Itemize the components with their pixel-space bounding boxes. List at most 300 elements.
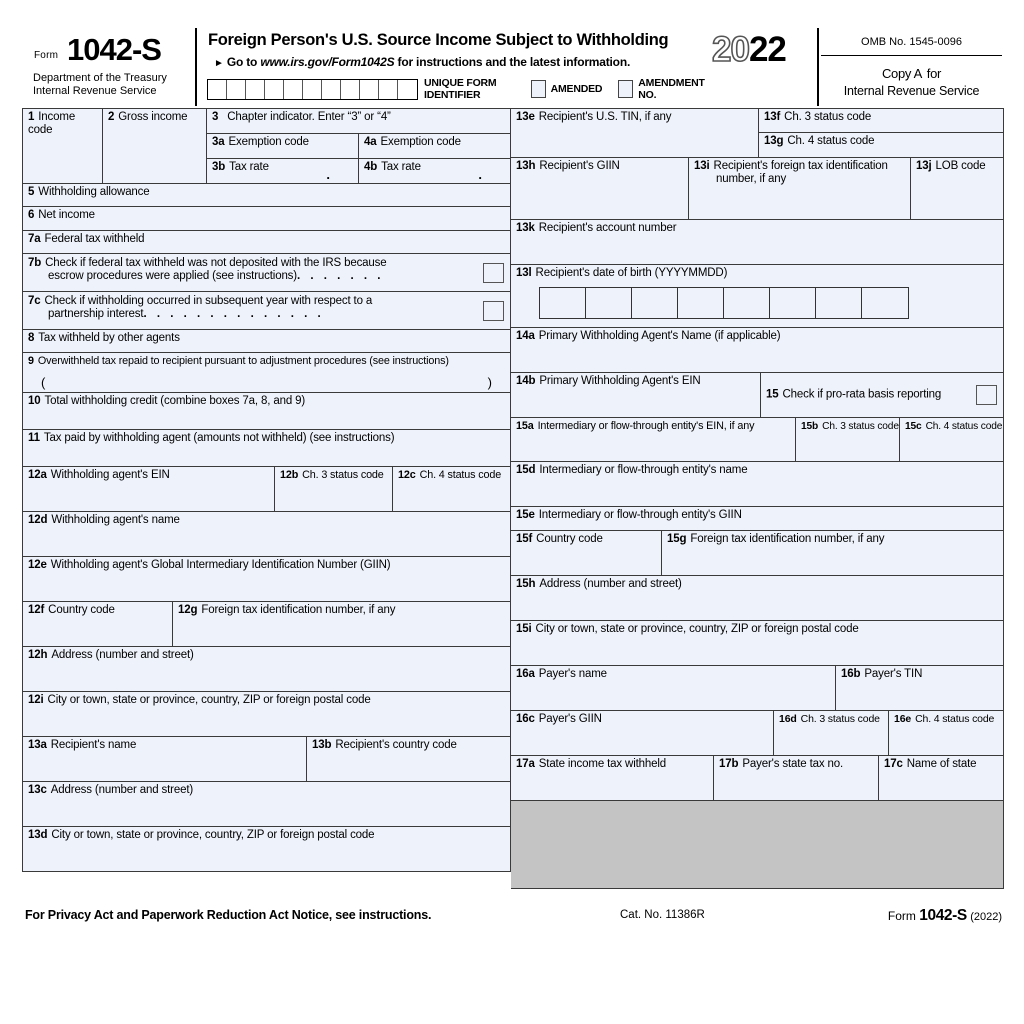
field-7b-number: 7b (28, 257, 42, 269)
field-12c-text: Ch. 4 status code (419, 469, 502, 481)
field-15f-country-code[interactable] (511, 531, 662, 576)
field-15b-ch3-status[interactable] (796, 418, 900, 462)
field-15-label (761, 389, 941, 402)
field-12i-label (23, 692, 510, 707)
field-15a-number: 15a (516, 420, 534, 432)
field-12e-agent-giin[interactable] (22, 557, 511, 602)
field-13k-recipient-account-number[interactable] (511, 220, 1004, 265)
field-13j-label (911, 158, 1003, 173)
field-16b-number: 16b (841, 668, 861, 680)
field-13b-text: Recipient's country code (335, 739, 457, 751)
unique-form-identifier-cell[interactable] (360, 80, 379, 99)
field-12e-text: Withholding agent's Global Intermediary Identification Number (GIIN) (50, 559, 391, 571)
field-6-text: Net income (38, 209, 95, 221)
field-13d-label (23, 827, 510, 842)
field-17c-label (879, 756, 1003, 771)
footer-form-identity (888, 907, 1002, 925)
field-12c-ch4-status[interactable] (393, 467, 511, 512)
field-13g-number: 13g (764, 135, 784, 147)
field-13e-text: Recipient's U.S. TIN, if any (538, 111, 672, 123)
footer-form-word: Form (887, 909, 916, 923)
field-12g-text: Foreign tax identification number, if any (201, 604, 396, 616)
field-15g-label (662, 531, 1003, 546)
row-15a-15c (511, 418, 1004, 462)
field-15h-address[interactable] (511, 576, 1004, 621)
unique-form-identifier-cell[interactable] (303, 80, 322, 99)
field-13h-recipient-giin[interactable] (511, 158, 689, 220)
form-1042s (22, 28, 1004, 934)
unique-form-identifier-cell[interactable] (265, 80, 284, 99)
field-9-number: 9 (28, 355, 34, 367)
unique-form-identifier-cell[interactable] (246, 80, 265, 99)
header-omb-block (819, 28, 1004, 106)
field-17b-text: Payer's state tax no. (742, 758, 844, 770)
field-15d-label (511, 462, 1003, 477)
field-14a-number: 14a (516, 330, 535, 342)
department-block (33, 72, 167, 98)
field-12d-agent-name[interactable] (22, 512, 511, 557)
field-13h-number: 13h (516, 160, 536, 172)
field-16b-label (836, 666, 1003, 681)
field-7b-text-line1: Check if federal tax withheld was not deposited with the IRS because (45, 257, 387, 269)
field-16e-number: 16e (894, 713, 912, 725)
goto-prefix: Go to (226, 55, 258, 69)
field-12i-text: City or town, state or province, country, ZIP or foreign postal code (47, 694, 371, 706)
field-6-net-income[interactable] (22, 207, 511, 231)
recipient-dob-cell[interactable] (862, 288, 908, 318)
field-13a-label (23, 737, 306, 752)
field-12b-ch3-status[interactable] (275, 467, 393, 512)
field-17c-text: Name of state (906, 758, 977, 770)
row-13h-13j (511, 158, 1004, 220)
recipient-dob-input[interactable] (539, 287, 909, 319)
field-13f-label (759, 109, 1003, 124)
unique-form-identifier-cell[interactable] (379, 80, 398, 99)
field-7c-checkbox[interactable] (483, 301, 504, 321)
shaded-reserved-block (511, 801, 1004, 889)
field-12e-number: 12e (28, 559, 47, 571)
copy-letter: Copy A (881, 66, 923, 81)
field-15a-intermediary-ein[interactable] (511, 418, 796, 462)
field-9-label (23, 353, 510, 368)
row-15f-15g (511, 531, 1004, 576)
field-5-number: 5 (28, 186, 35, 198)
field-15g-text: Foreign tax identification number, if any (690, 533, 885, 545)
field-13i-text-line2: number, if any (716, 173, 787, 185)
field-12c-number: 12c (398, 469, 416, 481)
field-16b-payer-tin[interactable] (836, 666, 1004, 711)
field-12g-label (173, 602, 510, 617)
unique-form-identifier-cell[interactable] (398, 80, 417, 99)
department-line-1: Department of the Treasury (33, 72, 167, 84)
recipient-dob-cell[interactable] (678, 288, 724, 318)
unique-form-identifier-cell[interactable] (227, 80, 246, 99)
field-14b-text: Primary Withholding Agent's EIN (539, 375, 701, 387)
field-15h-label (511, 576, 1003, 591)
field-15g-foreign-tin[interactable] (662, 531, 1004, 576)
copy-recipient: Internal Revenue Service (843, 84, 980, 98)
tax-year-century: 20 (712, 30, 749, 69)
field-4a-number: 4a (364, 136, 377, 148)
field-3-text: Chapter indicator. Enter “3” or “4” (227, 111, 391, 123)
recipient-dob-cell[interactable] (540, 288, 586, 318)
field-14b-label (511, 373, 760, 388)
field-17a-label (511, 756, 713, 771)
field-12f-label (23, 602, 172, 617)
field-12c-label (393, 467, 510, 482)
recipient-dob-cell[interactable] (632, 288, 678, 318)
field-13a-text: Recipient's name (50, 739, 137, 751)
field-15e-intermediary-giin[interactable] (511, 507, 1004, 531)
field-11-number: 11 (28, 432, 40, 444)
field-3b-decimal-point: . (326, 167, 330, 182)
field-16c-number: 16c (516, 713, 535, 725)
field-13l-recipient-dob[interactable] (511, 265, 1004, 328)
field-12a-text: Withholding agent's EIN (50, 469, 170, 481)
amended-checkbox[interactable] (531, 80, 546, 98)
field-12b-text: Ch. 3 status code (302, 469, 384, 481)
field-17a-state-income-tax-withheld[interactable] (511, 756, 714, 801)
tax-year (707, 28, 817, 70)
copy-for-word: for (926, 66, 942, 81)
field-13g-text: Ch. 4 status code (787, 135, 875, 147)
unique-form-identifier-row (197, 76, 705, 102)
field-13h-text: Recipient's GIIN (539, 160, 620, 172)
field-15c-label (900, 418, 1003, 433)
field-15-number: 15 (766, 388, 779, 401)
field-13f-ch3-status[interactable] (759, 108, 1004, 133)
field-15h-number: 15h (516, 578, 536, 590)
field-9-text: Overwithheld tax repaid to recipient pursuant to adjustment procedures (see instructions) (37, 355, 449, 367)
field-15b-label (796, 418, 899, 433)
field-13c-label (23, 782, 510, 797)
field-3b-label (207, 159, 358, 174)
field-14b-primary-agent-ein[interactable] (511, 373, 761, 418)
field-12h-address[interactable] (22, 647, 511, 692)
field-4a-label (359, 134, 510, 149)
field-15a-text: Intermediary or flow-through entity's EIN, if any (537, 420, 755, 432)
field-13c-recipient-address[interactable] (22, 782, 511, 827)
row-16c-16e (511, 711, 1004, 756)
field-16a-text: Payer's name (538, 668, 607, 680)
field-10-number: 10 (28, 395, 41, 407)
field-13g-ch4-status[interactable] (759, 133, 1004, 158)
field-17b-number: 17b (719, 758, 739, 770)
field-12a-label (23, 467, 274, 482)
field-12e-label (23, 557, 510, 572)
field-7a-number: 7a (28, 233, 41, 245)
field-9-parentheses (41, 375, 492, 390)
footer-form-number: 1042-S (919, 907, 967, 924)
field-15f-text: Country code (536, 533, 603, 545)
field-13i-number: 13i (694, 160, 710, 172)
footer-form-year: (2022) (970, 911, 1002, 923)
field-2-gross-income[interactable] (103, 108, 207, 184)
row-income-chapter (22, 108, 511, 184)
field-14a-text: Primary Withholding Agent's Name (if applicable) (538, 330, 781, 342)
field-16e-label (889, 711, 1003, 726)
field-13k-number: 13k (516, 222, 535, 234)
recipient-dob-cell[interactable] (724, 288, 770, 318)
field-12d-label (23, 512, 510, 527)
field-13e-label (511, 109, 758, 124)
field-6-number: 6 (28, 209, 35, 221)
field-5-withholding-allowance[interactable] (22, 184, 511, 207)
field-15f-number: 15f (516, 533, 533, 545)
field-13i-recipient-foreign-tin[interactable] (689, 158, 911, 220)
field-14b-number: 14b (516, 375, 536, 387)
field-13k-label (511, 220, 1003, 235)
field-16d-number: 16d (779, 713, 797, 725)
copy-label (819, 56, 1004, 83)
field-15h-text: Address (number and street) (539, 578, 682, 590)
field-4a-text: Exemption code (380, 136, 461, 148)
field-15b-text: Ch. 3 status code (822, 421, 899, 432)
field-13c-number: 13c (28, 784, 47, 796)
field-11-tax-paid-by-agent[interactable] (22, 430, 511, 467)
header-title-block (197, 28, 705, 106)
field-16e-ch4-status[interactable] (889, 711, 1004, 756)
field-12d-text: Withholding agent's name (51, 514, 180, 526)
field-12f-text: Country code (48, 604, 115, 616)
field-12a-agent-ein[interactable] (22, 467, 275, 512)
row-14b-15 (511, 373, 1004, 418)
privacy-act-notice: For Privacy Act and Paperwork Reduction Act Notice, see instructions. (25, 908, 432, 922)
field-12h-number: 12h (28, 649, 48, 661)
field-12h-text: Address (number and street) (51, 649, 194, 661)
left-column (22, 108, 511, 872)
field-2-text: Gross income (118, 111, 188, 123)
field-10-total-withholding-credit[interactable] (22, 393, 511, 430)
unique-form-identifier-cell[interactable] (284, 80, 303, 99)
recipient-dob-cell[interactable] (770, 288, 816, 318)
field-12g-number: 12g (178, 604, 198, 616)
field-16b-text: Payer's TIN (864, 668, 923, 680)
field-6-label (23, 207, 510, 222)
field-7b-leader-dots: . . . . . . . (296, 270, 385, 282)
field-7c-subsequent-year-check[interactable] (22, 292, 511, 330)
field-3a-exemption-code[interactable] (207, 134, 359, 159)
field-15i-number: 15i (516, 623, 532, 635)
row-13e-13g (511, 108, 1004, 158)
unique-form-identifier-input[interactable] (207, 79, 418, 100)
unique-form-identifier-cell[interactable] (208, 80, 227, 99)
field-13f-number: 13f (764, 111, 781, 123)
field-9-paren-close: ) (487, 375, 492, 390)
field-3-label (207, 109, 510, 124)
field-13k-text: Recipient's account number (538, 222, 677, 234)
field-15c-ch4-status[interactable] (900, 418, 1004, 462)
field-4b-decimal-point: . (478, 167, 482, 182)
field-16e-text: Ch. 4 status code (915, 713, 995, 725)
field-13i-text-line1: Recipient's foreign tax identification (713, 160, 888, 172)
field-13i-label (689, 158, 906, 186)
row-13a-13b (22, 737, 511, 782)
field-12d-number: 12d (28, 514, 48, 526)
field-12f-country-code[interactable] (22, 602, 173, 647)
field-7b-label (23, 254, 458, 283)
department-line-2: Internal Revenue Service (33, 85, 157, 97)
field-3a-number: 3a (212, 136, 225, 148)
field-17a-number: 17a (516, 758, 535, 770)
form-header (22, 28, 1004, 106)
field-7a-text: Federal tax withheld (44, 233, 145, 245)
field-3b-number: 3b (212, 161, 226, 173)
field-13l-number: 13l (516, 267, 532, 279)
field-17b-label (714, 756, 878, 771)
field-14a-label (511, 328, 1003, 343)
field-15g-number: 15g (667, 533, 687, 545)
field-8-tax-withheld-other-agents[interactable] (22, 330, 511, 353)
field-7b-text-line2: escrow procedures were applied (see instructions) (48, 270, 297, 282)
field-15i-city-state[interactable] (511, 621, 1004, 666)
field-15-pro-rata-check[interactable] (761, 373, 1004, 418)
field-13d-recipient-city-state[interactable] (22, 827, 511, 872)
field-16c-text: Payer's GIIN (538, 713, 602, 725)
field-12i-city-state[interactable] (22, 692, 511, 737)
right-column (511, 108, 1004, 889)
amended-label: AMENDED (550, 83, 603, 95)
field-13a-number: 13a (28, 739, 47, 751)
goto-suffix: for instructions and the latest information. (397, 55, 631, 69)
field-13g-label (759, 133, 1003, 148)
unique-form-identifier-cell[interactable] (341, 80, 360, 99)
field-14a-primary-agent-name[interactable] (511, 328, 1004, 373)
field-13a-recipient-name[interactable] (22, 737, 307, 782)
field-16d-ch3-status[interactable] (774, 711, 889, 756)
field-1-label (23, 109, 100, 137)
field-7c-number: 7c (28, 295, 41, 307)
right-triangle-icon: ► (214, 58, 224, 69)
goto-url[interactable]: www.irs.gov/Form1042S (260, 55, 395, 69)
field-3b-text: Tax rate (229, 161, 269, 173)
unique-form-identifier-label: UNIQUE FORM IDENTIFIER (424, 77, 497, 101)
field-13e-number: 13e (516, 111, 535, 123)
field-13j-text: LOB code (935, 160, 986, 172)
field-12f-number: 12f (28, 604, 45, 616)
field-15e-number: 15e (516, 509, 535, 521)
field-16c-payer-giin[interactable] (511, 711, 774, 756)
field-7a-label (23, 231, 510, 246)
field-16a-label (511, 666, 835, 681)
field-3a-label (207, 134, 358, 149)
field-7c-label (23, 292, 458, 321)
form-footer (22, 902, 1004, 932)
field-8-label (23, 330, 510, 345)
field-1-text: Income code (28, 111, 76, 136)
field-16a-number: 16a (516, 668, 535, 680)
field-5-text: Withholding allowance (38, 186, 150, 198)
form-title: Foreign Person's U.S. Source Income Subject to Withholding (208, 31, 669, 49)
field-15d-text: Intermediary or flow-through entity's name (539, 464, 748, 476)
field-17c-name-of-state[interactable] (879, 756, 1004, 801)
field-15d-intermediary-name[interactable] (511, 462, 1004, 507)
field-10-text: Total withholding credit (combine boxes 7a, 8, and 9) (44, 395, 306, 407)
field-15c-number: 15c (905, 421, 922, 432)
field-15-text: Check if pro-rata basis reporting (782, 388, 942, 401)
field-16d-label (774, 711, 888, 726)
field-10-label (23, 393, 510, 408)
field-15-checkbox[interactable] (976, 385, 997, 405)
field-13b-recipient-country-code[interactable] (307, 737, 511, 782)
field-8-text: Tax withheld by other agents (38, 332, 180, 344)
field-7c-leader-dots: . . . . . . . . . . . . . . (143, 308, 325, 320)
tax-year-block (707, 28, 819, 106)
field-15f-label (511, 531, 661, 546)
field-3-chapter-indicator[interactable] (207, 108, 511, 134)
field-13j-number: 13j (916, 160, 932, 172)
field-13j-lob-code[interactable] (911, 158, 1004, 220)
field-12g-foreign-tin[interactable] (173, 602, 511, 647)
field-17a-text: State income tax withheld (538, 758, 667, 770)
field-13h-label (511, 158, 688, 173)
field-11-label (23, 430, 510, 445)
field-12b-number: 12b (280, 469, 299, 481)
unique-form-identifier-cell[interactable] (322, 80, 341, 99)
row-17a-17c (511, 756, 1004, 801)
field-9-overwithheld-repaid[interactable] (22, 353, 511, 393)
field-13c-text: Address (number and street) (50, 784, 194, 796)
field-7a-federal-tax-withheld[interactable] (22, 231, 511, 254)
field-13d-number: 13d (28, 829, 48, 841)
field-5-label (23, 184, 510, 199)
field-15d-number: 15d (516, 464, 536, 476)
amendment-no-checkbox[interactable] (618, 80, 633, 98)
field-7b-checkbox[interactable] (483, 263, 504, 283)
field-16a-payer-name[interactable] (511, 666, 836, 711)
field-12a-number: 12a (28, 469, 47, 481)
field-4b-label (359, 159, 510, 174)
field-15c-text: Ch. 4 status code (925, 421, 1003, 432)
field-2-number: 2 (108, 111, 115, 123)
field-17b-payer-state-tax-no[interactable] (714, 756, 879, 801)
form-word-label: Form (34, 50, 59, 61)
field-13b-label (307, 737, 510, 752)
tax-year-digits: 22 (748, 30, 786, 69)
field-8-number: 8 (28, 332, 35, 344)
field-15e-label (511, 507, 1003, 522)
field-17c-number: 17c (884, 758, 903, 770)
field-12i-number: 12i (28, 694, 44, 706)
field-3a-text: Exemption code (228, 136, 309, 148)
omb-number: OMB No. 1545-0096 (861, 36, 962, 48)
field-9-paren-open: ( (41, 375, 46, 390)
field-16d-text: Ch. 3 status code (800, 713, 880, 725)
field-4b-number: 4b (364, 161, 378, 173)
field-13e-recipient-us-tin[interactable] (511, 108, 759, 158)
amendment-no-label: AMENDMENT NO. (638, 77, 705, 101)
field-4a-exemption-code[interactable] (359, 134, 511, 159)
recipient-dob-cell[interactable] (586, 288, 632, 318)
field-16c-label (511, 711, 773, 726)
goto-instructions-line (197, 50, 705, 69)
field-13l-label (511, 265, 1003, 280)
recipient-dob-cell[interactable] (816, 288, 862, 318)
field-15a-label (511, 418, 795, 433)
catalog-number: Cat. No. 11386R (620, 909, 705, 921)
field-1-income-code[interactable] (22, 108, 103, 184)
field-3-number: 3 (212, 111, 219, 123)
field-4b-tax-rate[interactable] (359, 159, 511, 184)
field-13l-text: Recipient's date of birth (YYYYMMDD) (535, 267, 728, 279)
field-3b-tax-rate[interactable] (207, 159, 359, 184)
field-11-text: Tax paid by withholding agent (amounts not withheld) (see instructions) (43, 432, 395, 444)
field-4b-text: Tax rate (381, 161, 421, 173)
field-15e-text: Intermediary or flow-through entity's GIIN (538, 509, 742, 521)
row-12f-12g (22, 602, 511, 647)
field-15b-number: 15b (801, 421, 819, 432)
field-7b-escrow-check[interactable] (22, 254, 511, 292)
